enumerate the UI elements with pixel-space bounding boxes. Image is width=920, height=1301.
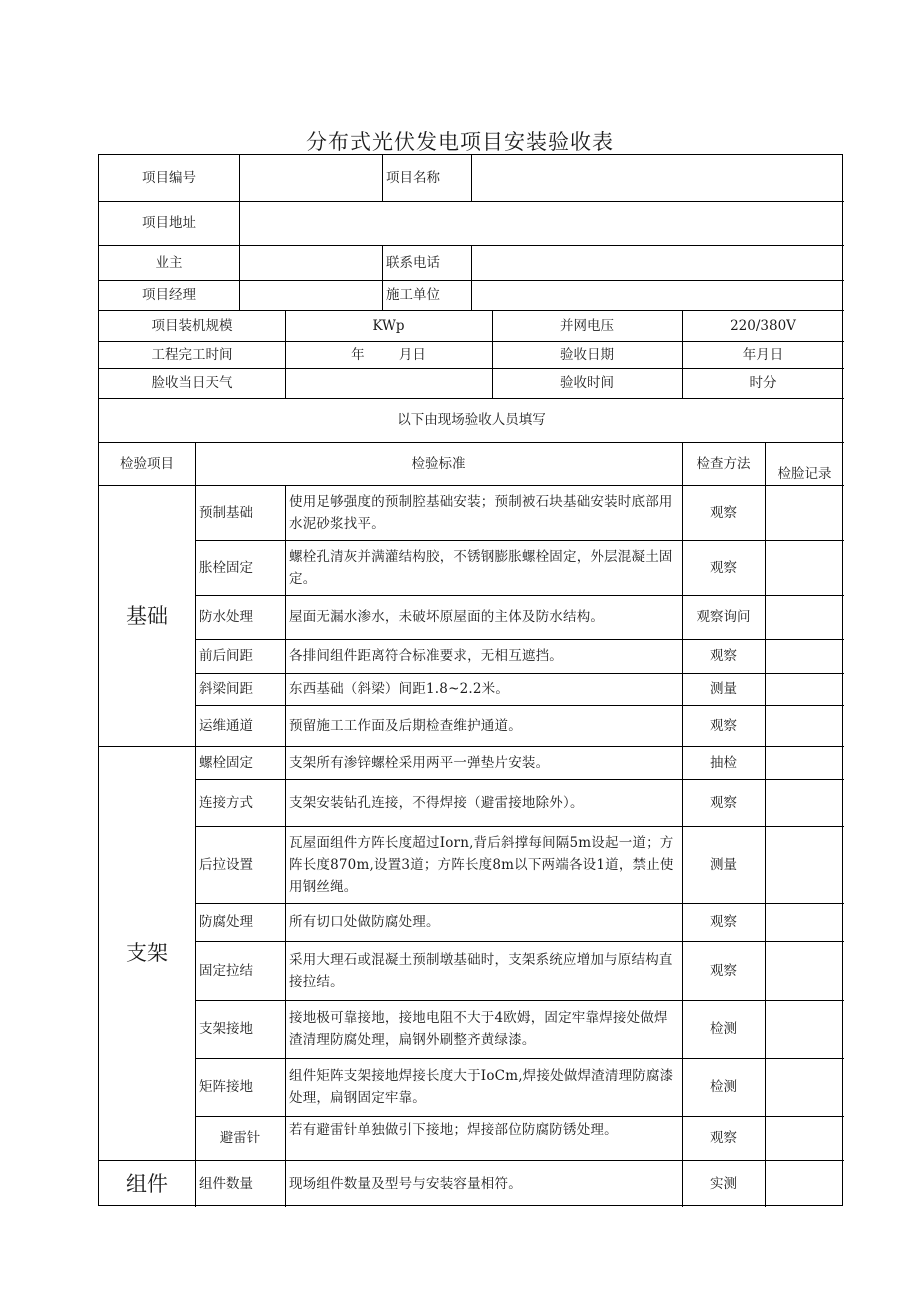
capacity-label: 项目装机规模 xyxy=(151,317,233,334)
item-method: 观察 xyxy=(710,648,737,664)
item-standard: 使用足够强度的预制腔基础安装；预制被石块基础安装时底部用水泥砂浆找平。 xyxy=(289,493,673,532)
column-divider xyxy=(765,442,766,1207)
acceptance-time-value: 时分 xyxy=(749,375,777,391)
grid-voltage-label: 并网电压 xyxy=(560,317,614,334)
completion-label: 工程完工时间 xyxy=(151,346,233,363)
project-no-label: 项目编号 xyxy=(142,170,196,186)
item-method: 观察 xyxy=(710,504,737,521)
page-title: 分布式光伏发电项目安装验收表 xyxy=(306,130,614,154)
acceptance-form xyxy=(98,154,843,1206)
group-foundation: 基础 xyxy=(126,603,168,628)
item-name: 防水处理 xyxy=(199,609,253,625)
item-name: 矩阵接地 xyxy=(199,1079,253,1095)
acceptance-date-label: 验收日期 xyxy=(560,346,614,363)
item-standard: 瓦屋面组件方阵长度超过Iorn,背后斜撑每间隔5m设起一道；方阵长度870m,设置3道；方阵长度8m以下两端各设1道，禁止使用钢丝绳。 xyxy=(289,834,674,895)
column-divider xyxy=(239,201,240,245)
item-name: 防腐处理 xyxy=(199,914,253,930)
item-name: 螺栓固定 xyxy=(199,754,253,771)
item-name: 后拉设置 xyxy=(199,856,253,873)
item-method: 实测 xyxy=(710,1175,737,1192)
item-method: 测量 xyxy=(710,856,737,873)
manager-label: 项目经理 xyxy=(142,287,196,303)
item-name: 运维通道 xyxy=(199,717,253,734)
column-divider xyxy=(471,245,472,310)
item-name: 前后间距 xyxy=(199,648,253,664)
owner-label: 业主 xyxy=(155,254,183,271)
item-standard: 屋面无漏水渗水，未破坏原屋面的主体及防水结构。 xyxy=(289,609,605,625)
item-name: 避雷针 xyxy=(219,1130,261,1146)
item-name: 固定拉结 xyxy=(199,962,253,979)
group-bracket: 支架 xyxy=(126,941,168,965)
item-standard: 螺栓孔清灰并满灌结构胶，不锈钢膨胀螺栓固定，外层混凝土固定。 xyxy=(289,548,673,587)
item-standard: 支架安装钻孔连接，不得焊接（避雷接地除外）。 xyxy=(289,794,584,811)
item-standard: 接地极可靠接地，接地电阻不大于4欧姆，固定牢靠焊接处做焊渣清理防腐处理，扁钢外刷整齐黄绿漆。 xyxy=(289,1010,668,1048)
group-module: 组件 xyxy=(126,1171,168,1196)
completion-value: 年 月日 xyxy=(351,346,426,363)
item-method: 观察 xyxy=(710,794,737,811)
item-name: 胀栓固定 xyxy=(199,559,253,576)
weather-label: 脸收当日天气 xyxy=(151,375,233,391)
item-method: 测量 xyxy=(710,681,737,697)
fill-note: 以下由现场验收人员填写 xyxy=(397,412,546,428)
item-name: 组件数量 xyxy=(199,1175,253,1192)
acceptance-time-label: 验收时间 xyxy=(560,375,614,391)
phone-label: 联系电话 xyxy=(386,254,440,271)
item-method: 观察询问 xyxy=(696,609,751,625)
column-divider xyxy=(471,155,472,201)
item-standard: 预留施工工作面及后期检查维护通道。 xyxy=(289,717,522,734)
grid-voltage-value: 220/380V xyxy=(730,317,796,334)
item-name: 连接方式 xyxy=(199,794,253,811)
project-name-label: 项目名称 xyxy=(386,170,440,186)
item-standard: 各排间组件距离符合标准要求，无相互遮挡。 xyxy=(289,648,563,664)
item-name: 支架接地 xyxy=(199,1021,253,1037)
item-method: 检测 xyxy=(710,1021,737,1037)
column-divider xyxy=(239,245,240,310)
constructor-label: 施工单位 xyxy=(386,287,440,303)
item-standard: 现场组件数量及型号与安装容量相符。 xyxy=(289,1175,522,1192)
item-method: 检测 xyxy=(710,1079,737,1095)
item-standard: 若有避雷针单独做引下接地；焊接部位防腐防锈处理。 xyxy=(289,1122,618,1138)
item-method: 观察 xyxy=(710,559,737,576)
column-divider xyxy=(239,155,240,201)
item-name: 预制基础 xyxy=(199,504,253,521)
item-method: 观察 xyxy=(710,1130,737,1146)
address-label: 项目地址 xyxy=(142,215,196,231)
header-item: 检验项目 xyxy=(120,455,174,472)
header-record: 检脸记录 xyxy=(777,465,832,482)
item-method: 抽检 xyxy=(710,754,737,771)
item-method: 观察 xyxy=(710,717,737,734)
header-method: 检查方法 xyxy=(696,455,751,472)
acceptance-date-value: 年月日 xyxy=(742,346,784,363)
item-standard: 组件矩阵支架接地焊接长度大于IoCm,焊接处做焊渣清理防腐漆处理，扁钢固定牢靠。 xyxy=(289,1068,674,1106)
item-standard: 采用大理石或混凝土预制墩基础时，支架系统应增加与原结构直接拉结。 xyxy=(289,951,673,990)
item-standard: 所有切口处做防腐处理。 xyxy=(289,914,440,930)
item-standard: 东西基础（斜梁）间距1.8~2.2米。 xyxy=(289,681,510,697)
item-standard: 支架所有渗锌螺栓采用两平一弹垫片安装。 xyxy=(289,754,550,771)
item-method: 观察 xyxy=(710,914,737,930)
capacity-unit: KWp xyxy=(372,317,405,334)
item-method: 观察 xyxy=(710,962,737,979)
header-standard: 检验标准 xyxy=(411,455,466,472)
item-name: 斜梁间距 xyxy=(199,681,253,697)
